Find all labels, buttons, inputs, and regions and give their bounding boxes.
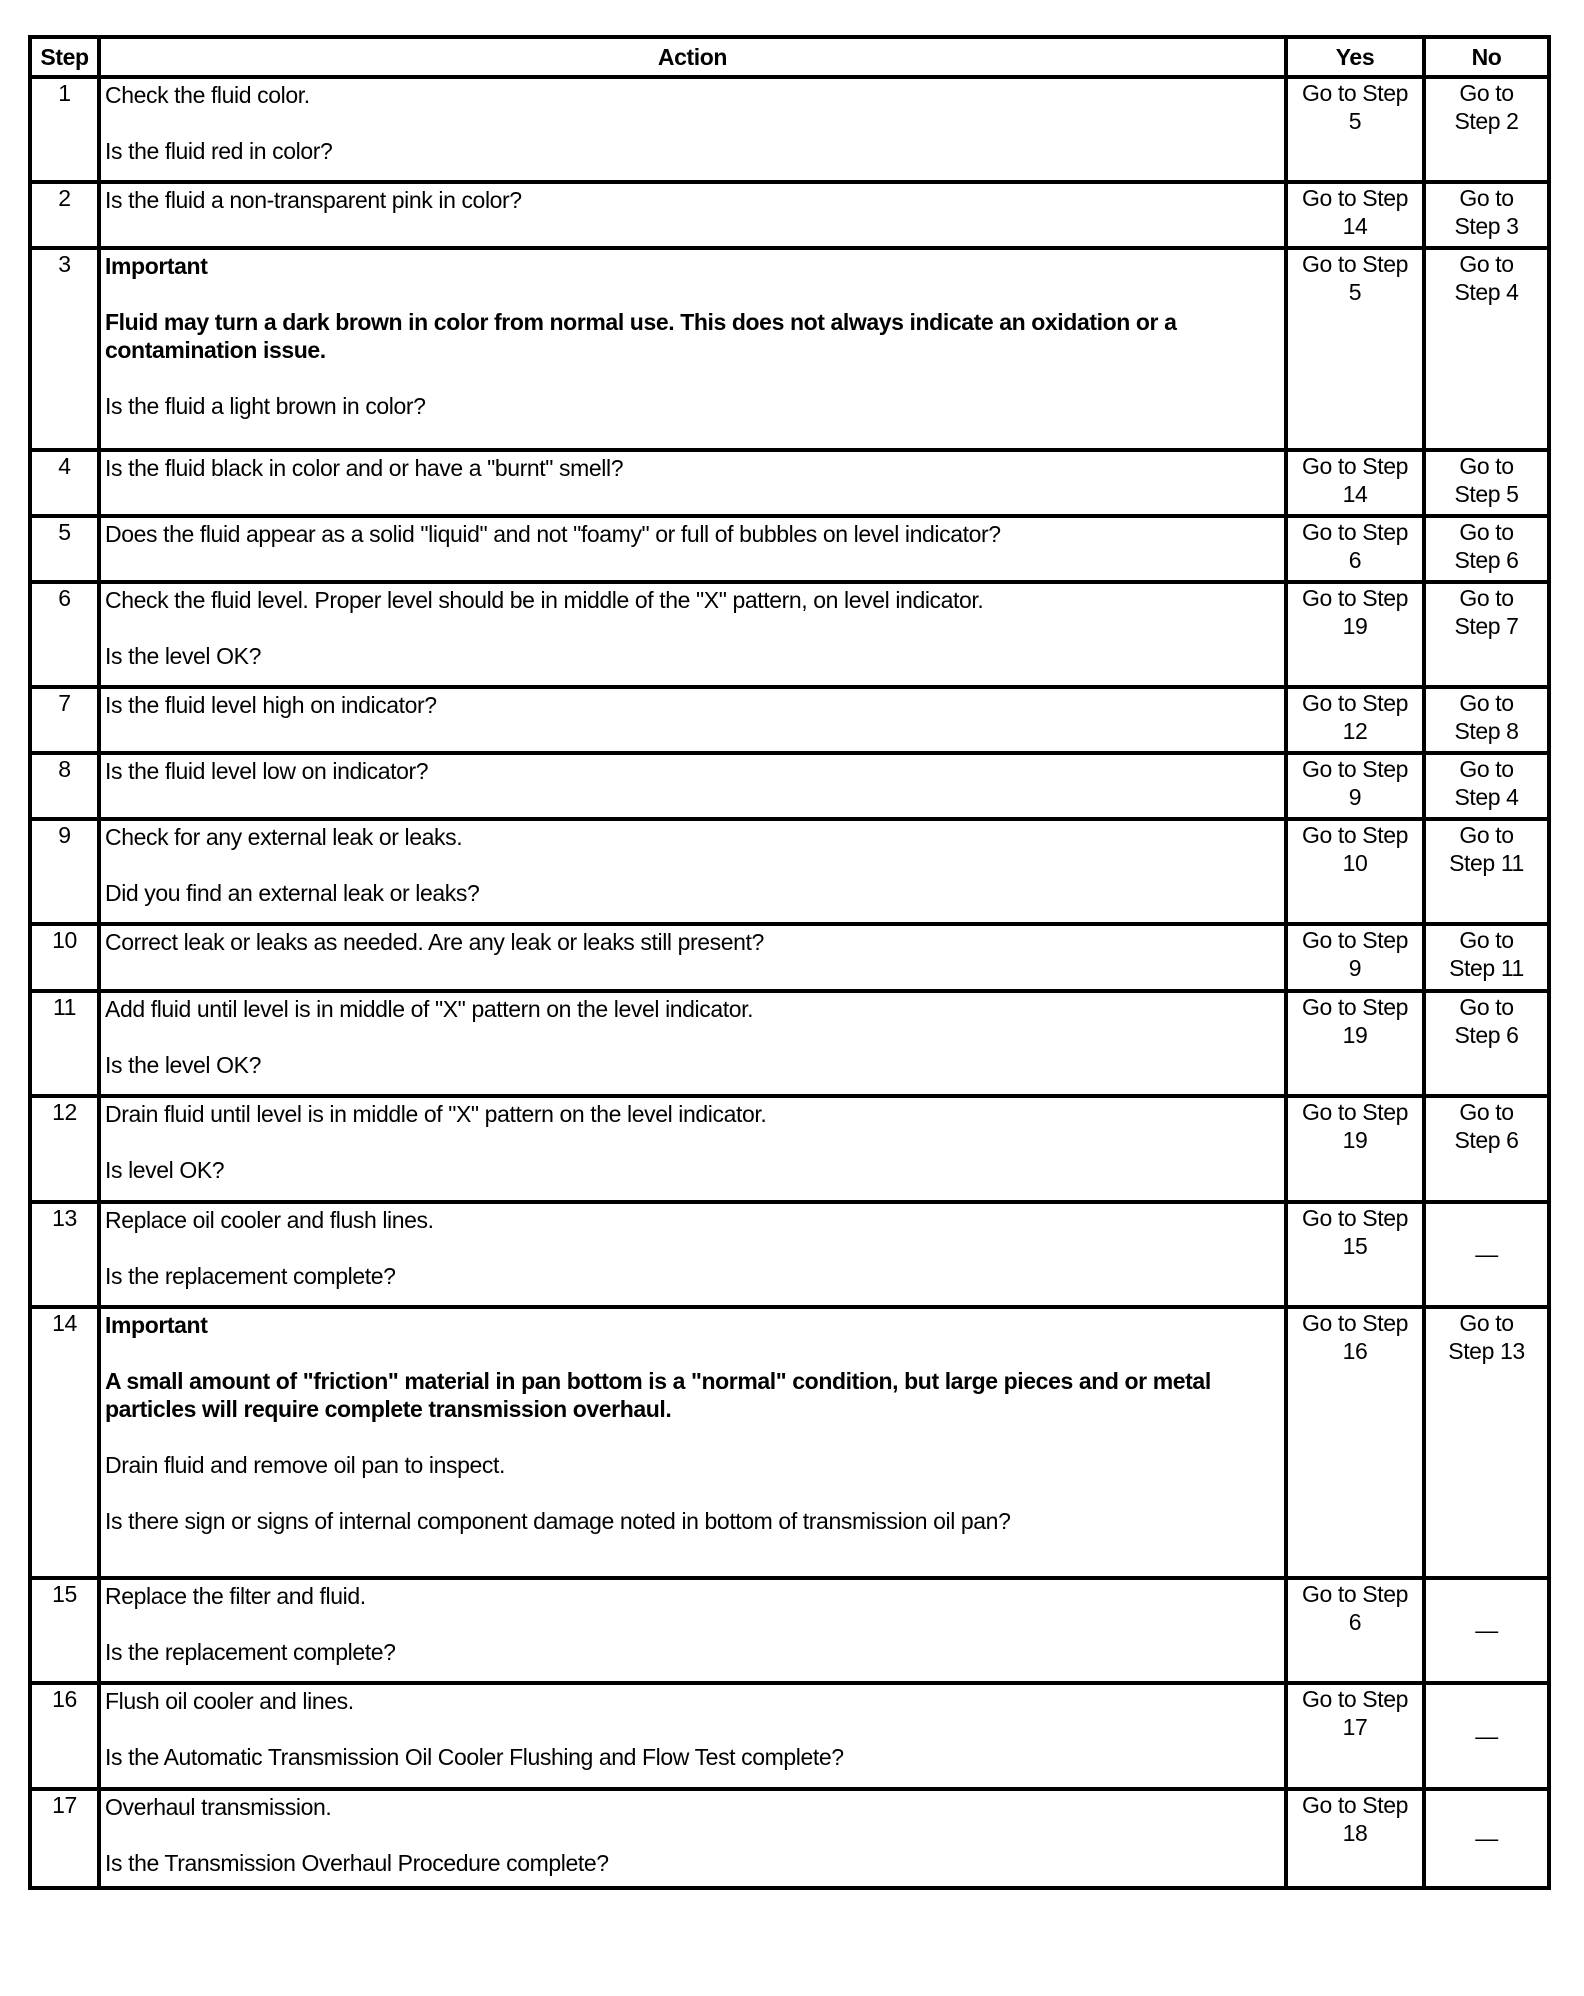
yes-outcome (1286, 924, 1424, 991)
yes-outcome (1286, 182, 1424, 248)
no-outcome-line: Go to (1459, 251, 1514, 277)
table-row (30, 450, 1549, 516)
step-number: 14 (30, 1307, 99, 1578)
step-number: 9 (30, 819, 99, 924)
action-text: Flush oil cooler and lines. (105, 1688, 354, 1714)
no-outcome (1424, 753, 1549, 819)
yes-outcome (1286, 248, 1424, 450)
table-row (30, 1789, 1549, 1888)
yes-outcome-line: 10 (1342, 850, 1368, 876)
paragraph-gap (105, 109, 1284, 137)
action-text: Is level OK? (105, 1157, 225, 1183)
action-cell (99, 582, 1286, 687)
no-outcome-line: Step 3 (1454, 213, 1519, 239)
no-outcome (1424, 924, 1549, 991)
action-text: Is the fluid level high on indicator? (105, 692, 437, 718)
yes-outcome-line: Go to Step (1302, 822, 1408, 848)
action-cell (99, 248, 1286, 450)
no-outcome-line: Go to (1459, 80, 1514, 106)
yes-outcome-line: Go to Step (1302, 453, 1408, 479)
yes-outcome-line: 17 (1342, 1714, 1368, 1740)
no-outcome-line: Step 6 (1454, 1127, 1519, 1153)
yes-outcome-line: Go to Step (1302, 185, 1408, 211)
no-outcome (1424, 516, 1549, 582)
action-text: Is there sign or signs of internal component damage noted in bottom of transmission oil pan? (105, 1508, 1011, 1534)
yes-outcome-line: Go to Step (1302, 994, 1408, 1020)
action-cell (99, 687, 1286, 753)
table-row (30, 924, 1549, 991)
step-number: 8 (30, 753, 99, 819)
yes-outcome-line: Go to Step (1302, 1686, 1408, 1712)
action-text: Is the fluid black in color and or have a "burnt" smell? (105, 455, 624, 481)
no-outcome (1424, 687, 1549, 753)
action-text: Did you find an external leak or leaks? (105, 880, 480, 906)
paragraph-gap (105, 1234, 1284, 1262)
yes-outcome-line: 14 (1342, 481, 1368, 507)
yes-outcome (1286, 516, 1424, 582)
no-outcome-line: Step 11 (1449, 955, 1524, 981)
action-cell (99, 1307, 1286, 1578)
header-yes: Yes (1286, 37, 1424, 77)
no-outcome-line: Step 4 (1454, 784, 1519, 810)
yes-outcome-line: Go to Step (1302, 1099, 1408, 1125)
yes-outcome (1286, 450, 1424, 516)
paragraph-gap (105, 1479, 1284, 1507)
action-text: Replace oil cooler and flush lines. (105, 1207, 434, 1233)
no-outcome (1424, 582, 1549, 687)
important-note: Important (105, 253, 208, 279)
step-number: 10 (30, 924, 99, 991)
yes-outcome-line: 19 (1342, 1022, 1368, 1048)
action-text: Replace the filter and fluid. (105, 1583, 366, 1609)
action-cell (99, 450, 1286, 516)
yes-outcome-line: 19 (1342, 613, 1368, 639)
yes-outcome-line: 14 (1342, 213, 1368, 239)
no-outcome-line: Step 2 (1454, 108, 1519, 134)
paragraph-gap (105, 280, 1284, 308)
action-text: Check the fluid level. Proper level should be in middle of the "X" pattern, on level indicator. (105, 587, 984, 613)
no-outcome-line: Step 4 (1454, 279, 1519, 305)
paragraph-gap (105, 1423, 1284, 1451)
step-number: 5 (30, 516, 99, 582)
step-number: 7 (30, 687, 99, 753)
paragraph-gap (105, 1339, 1284, 1367)
table-body (30, 77, 1549, 1888)
action-text: Add fluid until level is in middle of "X" pattern on the level indicator. (105, 996, 754, 1022)
action-text: Is the fluid red in color? (105, 138, 333, 164)
no-outcome (1424, 1578, 1549, 1683)
no-outcome-line: Go to (1459, 453, 1514, 479)
yes-outcome-line: 16 (1342, 1338, 1368, 1364)
yes-outcome-line: 9 (1348, 955, 1362, 981)
yes-outcome-line: Go to Step (1302, 1205, 1408, 1231)
yes-outcome-line: Go to Step (1302, 1581, 1408, 1607)
action-cell (99, 991, 1286, 1096)
not-applicable-dash: — (1475, 1722, 1498, 1749)
yes-outcome (1286, 1578, 1424, 1683)
no-outcome-line: Go to (1459, 1310, 1514, 1336)
no-outcome-line: Go to (1459, 585, 1514, 611)
important-note: Important (105, 1312, 208, 1338)
yes-outcome-line: Go to Step (1302, 690, 1408, 716)
no-outcome-line: Step 5 (1454, 481, 1519, 507)
action-text: Overhaul transmission. (105, 1794, 332, 1820)
action-text: Check the fluid color. (105, 82, 310, 108)
action-text: Is the fluid a non-transparent pink in color? (105, 187, 522, 213)
yes-outcome-line: 6 (1348, 547, 1362, 573)
yes-outcome-line: 15 (1342, 1233, 1368, 1259)
diagnostic-table (28, 35, 1551, 1890)
table-row (30, 1202, 1549, 1307)
no-outcome (1424, 182, 1549, 248)
action-text: Is the fluid a light brown in color? (105, 393, 426, 419)
table-row (30, 248, 1549, 450)
no-outcome-line: Go to (1459, 822, 1514, 848)
no-outcome-line: Step 13 (1448, 1338, 1525, 1364)
step-number: 12 (30, 1096, 99, 1202)
yes-outcome-line: 12 (1342, 718, 1368, 744)
paragraph-gap (105, 1023, 1284, 1051)
action-text: Is the level OK? (105, 1052, 261, 1078)
no-outcome-line: Step 7 (1454, 613, 1519, 639)
step-number: 4 (30, 450, 99, 516)
table-row (30, 753, 1549, 819)
yes-outcome (1286, 753, 1424, 819)
yes-outcome (1286, 819, 1424, 924)
no-outcome-line: Go to (1459, 927, 1514, 953)
yes-outcome (1286, 1683, 1424, 1789)
no-outcome (1424, 819, 1549, 924)
no-outcome-line: Go to (1459, 994, 1514, 1020)
action-text: Is the level OK? (105, 643, 261, 669)
table-row (30, 77, 1549, 182)
no-outcome-line: Go to (1459, 690, 1514, 716)
yes-outcome (1286, 991, 1424, 1096)
step-number: 2 (30, 182, 99, 248)
table-row (30, 1578, 1549, 1683)
no-outcome-line: Step 6 (1454, 547, 1519, 573)
no-outcome-line: Step 8 (1454, 718, 1519, 744)
table-row (30, 182, 1549, 248)
step-number: 15 (30, 1578, 99, 1683)
step-number: 17 (30, 1789, 99, 1888)
no-outcome-line: Step 11 (1449, 850, 1524, 876)
paragraph-gap (105, 614, 1284, 642)
step-number: 13 (30, 1202, 99, 1307)
table-row (30, 1683, 1549, 1789)
table-row (30, 819, 1549, 924)
yes-outcome-line: 6 (1348, 1609, 1362, 1635)
action-text: Is the replacement complete? (105, 1639, 396, 1665)
paragraph-gap (105, 1128, 1284, 1156)
no-outcome (1424, 1683, 1549, 1789)
header-row (30, 37, 1549, 77)
no-outcome-line: Go to (1459, 519, 1514, 545)
no-outcome (1424, 1202, 1549, 1307)
yes-outcome-line: 5 (1348, 108, 1362, 134)
yes-outcome-line: Go to Step (1302, 585, 1408, 611)
step-number: 16 (30, 1683, 99, 1789)
step-number: 11 (30, 991, 99, 1096)
action-text: Check for any external leak or leaks. (105, 824, 463, 850)
yes-outcome (1286, 1307, 1424, 1578)
action-cell (99, 1789, 1286, 1888)
important-note: A small amount of "friction" material in pan bottom is a "normal" condition, but large pieces and or metal particles will require complete transmission overhaul. (105, 1368, 1211, 1422)
header-no: No (1424, 37, 1549, 77)
table-row (30, 1096, 1549, 1202)
action-text: Is the replacement complete? (105, 1263, 396, 1289)
table-row (30, 582, 1549, 687)
no-outcome-line: Go to (1459, 185, 1514, 211)
paragraph-gap (105, 851, 1284, 879)
action-cell (99, 924, 1286, 991)
yes-outcome-line: 5 (1348, 279, 1362, 305)
table-row (30, 1307, 1549, 1578)
action-cell (99, 1683, 1286, 1789)
action-cell (99, 77, 1286, 182)
action-text: Does the fluid appear as a solid "liquid" and not "foamy" or full of bubbles on level indicator? (105, 521, 1001, 547)
table-row (30, 687, 1549, 753)
no-outcome (1424, 248, 1549, 450)
yes-outcome (1286, 77, 1424, 182)
action-text: Is the Transmission Overhaul Procedure complete? (105, 1850, 609, 1876)
paragraph-gap (105, 1821, 1284, 1849)
no-outcome (1424, 450, 1549, 516)
yes-outcome (1286, 582, 1424, 687)
header-step: Step (30, 37, 99, 77)
action-cell (99, 1096, 1286, 1202)
important-note: Fluid may turn a dark brown in color from normal use. This does not always indicate an oxidation or a contamination issue. (105, 309, 1177, 363)
table-row (30, 516, 1549, 582)
no-outcome-line: Step 6 (1454, 1022, 1519, 1048)
table-row (30, 991, 1549, 1096)
no-outcome (1424, 77, 1549, 182)
step-number: 1 (30, 77, 99, 182)
yes-outcome (1286, 1096, 1424, 1202)
action-cell (99, 1578, 1286, 1683)
yes-outcome (1286, 1202, 1424, 1307)
not-applicable-dash: — (1475, 1241, 1498, 1267)
not-applicable-dash: — (1475, 1825, 1498, 1851)
yes-outcome-line: Go to Step (1302, 927, 1408, 953)
no-outcome (1424, 1096, 1549, 1202)
step-number: 3 (30, 248, 99, 450)
paragraph-gap (105, 364, 1284, 392)
yes-outcome-line: Go to Step (1302, 80, 1408, 106)
step-number: 6 (30, 582, 99, 687)
no-outcome (1424, 991, 1549, 1096)
action-text: Correct leak or leaks as needed. Are any leak or leaks still present? (105, 929, 764, 955)
paragraph-gap (105, 1715, 1284, 1743)
yes-outcome-line: Go to Step (1302, 519, 1408, 545)
action-text: Is the fluid level low on indicator? (105, 758, 429, 784)
action-cell (99, 753, 1286, 819)
yes-outcome-line: 9 (1348, 784, 1362, 810)
yes-outcome (1286, 687, 1424, 753)
yes-outcome (1286, 1789, 1424, 1888)
no-outcome-line: Go to (1459, 1099, 1514, 1125)
action-text: Drain fluid and remove oil pan to inspect. (105, 1452, 505, 1478)
no-outcome-line: Go to (1459, 756, 1514, 782)
header-action: Action (99, 37, 1286, 77)
action-cell (99, 1202, 1286, 1307)
no-outcome (1424, 1307, 1549, 1578)
yes-outcome-line: Go to Step (1302, 251, 1408, 277)
action-cell (99, 516, 1286, 582)
yes-outcome-line: Go to Step (1302, 1792, 1408, 1818)
action-cell (99, 182, 1286, 248)
action-cell (99, 819, 1286, 924)
yes-outcome-line: Go to Step (1302, 756, 1408, 782)
yes-outcome-line: 18 (1342, 1820, 1368, 1846)
yes-outcome-line: Go to Step (1302, 1310, 1408, 1336)
yes-outcome-line: 19 (1342, 1127, 1368, 1153)
not-applicable-dash: — (1475, 1617, 1498, 1643)
action-text: Drain fluid until level is in middle of "X" pattern on the level indicator. (105, 1101, 767, 1127)
no-outcome (1424, 1789, 1549, 1888)
action-text: Is the Automatic Transmission Oil Cooler Flushing and Flow Test complete? (105, 1744, 844, 1770)
paragraph-gap (105, 1610, 1284, 1638)
